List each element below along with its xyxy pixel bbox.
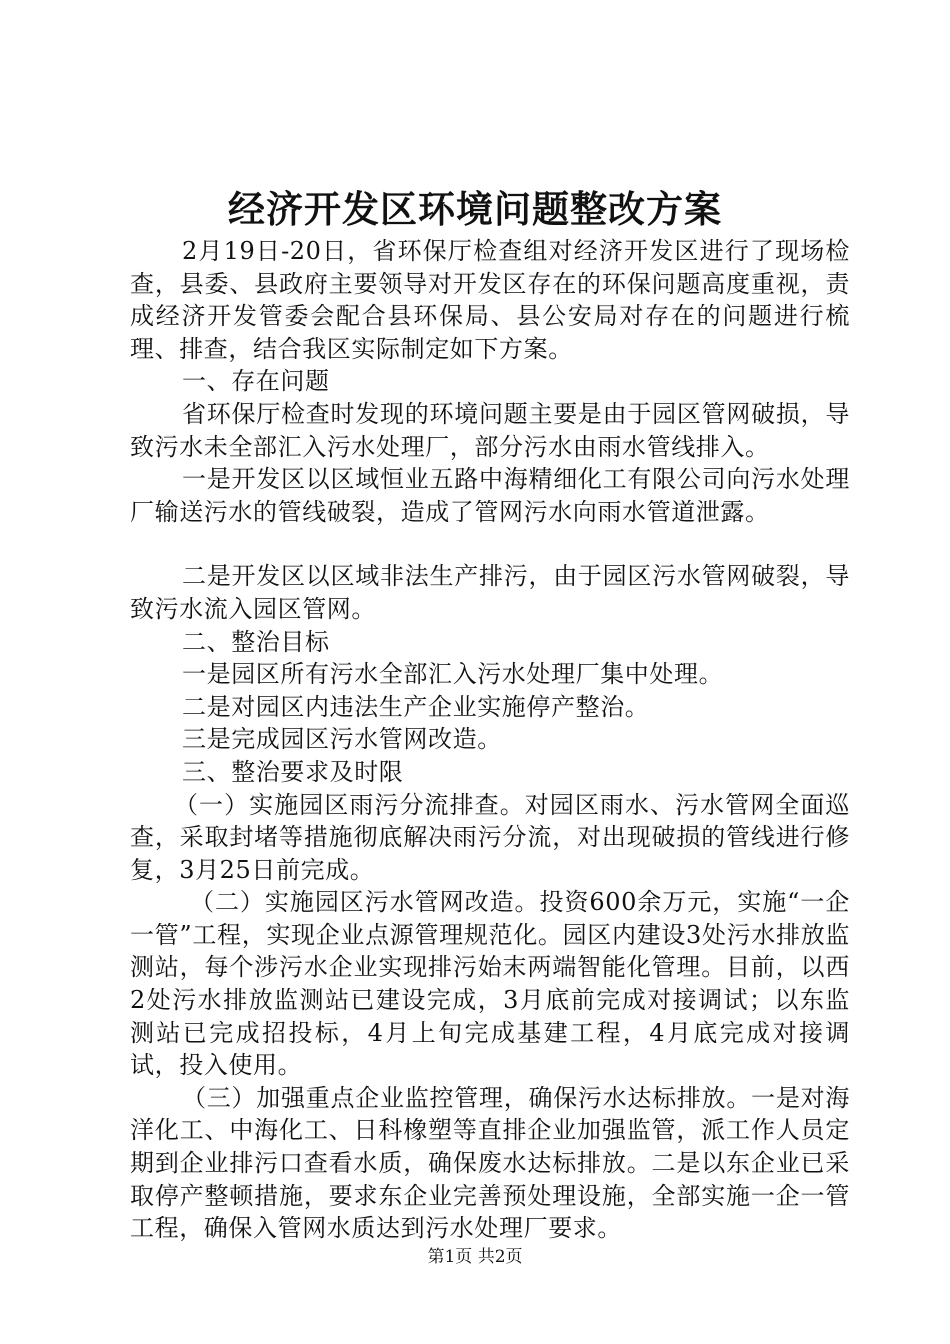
page-number-footer: 第1页 共2页 — [427, 1247, 523, 1267]
section-heading-targets: 二、整治目标 — [182, 627, 330, 656]
target-two: 二是对园区内违法生产企业实施停产整治。 — [182, 692, 650, 721]
problem-one-paragraph: 一是开发区以区域恒业五路中海精细化工有限公司向污水处理厂输送污水的管线破裂，造成了管网污水向雨水管道泄露。 — [130, 465, 850, 526]
target-three: 三是完成园区污水管网改造。 — [182, 725, 502, 754]
document-body — [130, 235, 850, 1245]
problem-two-paragraph: 二是开发区以区域非法生产排污，由于园区污水管网破裂，导致污水流入园区管网。 — [130, 562, 850, 623]
section-heading-problems: 一、存在问题 — [182, 367, 330, 396]
intro-paragraph: 2月19日-20日，省环保厅检查组对经济开发区进行了现场检查，县委、县政府主要领导对开发区存在的环保问题高度重视，责成经济开发管委会配合县环保局、县公安局对存在的问题进行梳理、排查，结合我区实际制定如下方案。 — [130, 237, 850, 363]
requirement-three-paragraph: （三）加强重点企业监控管理，确保污水达标排放。一是对海洋化工、中海化工、日科橡塑等直排企业加强监管，派工作人员定期到企业排污口查看水质，确保废水达标排放。二是以东企业已采取停产整顿措施，要求东企业完善预处理设施，全部实施一企一管工程，确保入管网水质达到污水处理厂要求。 — [130, 1083, 850, 1243]
requirement-one-paragraph: （一）实施园区雨污分流排查。对园区雨水、污水管网全面巡查，采取封堵等措施彻底解决雨污分流，对出现破损的管线进行修复，3月25日前完成。 — [130, 790, 850, 884]
target-one: 一是园区所有污水全部汇入污水处理厂集中处理。 — [182, 660, 724, 689]
section-heading-requirements: 三、整治要求及时限 — [182, 757, 404, 786]
problem-summary-paragraph: 省环保厅检查时发现的环境问题主要是由于园区管网破损，导致污水未全部汇入污水处理厂，部分污水由雨水管线排入。 — [130, 399, 850, 461]
document-title: 经济开发区环境问题整改方案 — [228, 187, 722, 231]
paragraph-gap — [130, 528, 850, 560]
requirement-two-paragraph: （二）实施园区污水管网改造。投资600余万元，实施“一企一管”工程，实现企业点源管理规范化。园区内建设3处污水排放监测站，每个涉污水企业实现排污始末两端智能化管理。目前，以西2处污水排放监测站已建设完成，3月底前完成对接调试；以东监测站已完成招投标，4月上旬完成基建工程，4月底完成对接调试，投入使用。 — [130, 888, 850, 1080]
